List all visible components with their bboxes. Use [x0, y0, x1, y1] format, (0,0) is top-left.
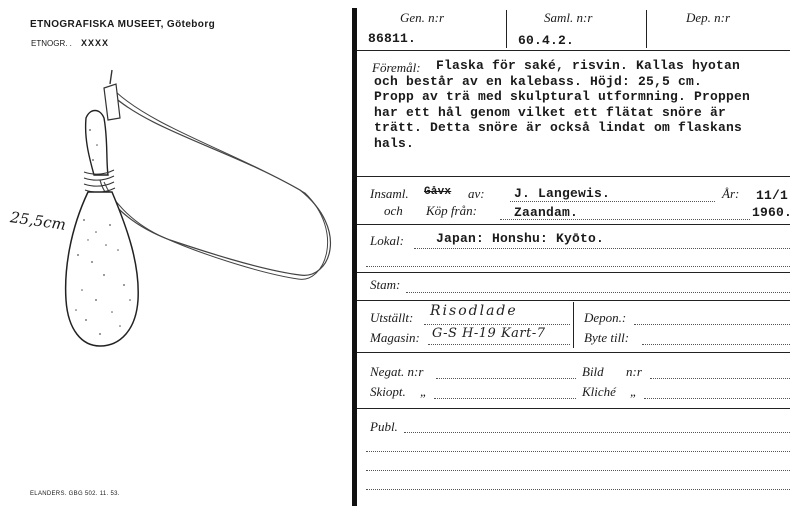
- saml-nr-label: Saml. n:r: [544, 10, 593, 25]
- dotted-line: [500, 219, 750, 220]
- header-separator: [506, 10, 507, 48]
- dotted-line: [434, 398, 576, 399]
- lokal-value: Japan: Honshu: Kyōto.: [436, 231, 605, 246]
- gourd-bottle-drawing: [0, 60, 350, 360]
- kop-fran-label: Köp från:: [426, 203, 477, 218]
- dotted-line: [428, 344, 570, 345]
- description-line: och består av en kalebass. Höjd: 25,5 cm.: [374, 73, 703, 89]
- rule: [357, 50, 790, 51]
- utstallt-label: Utställt:: [370, 310, 414, 325]
- dotted-line: [634, 324, 790, 325]
- och-label: och: [384, 203, 403, 218]
- dotted-line: [510, 201, 715, 202]
- insaml-av-value: J. Langewis.: [514, 186, 611, 201]
- dotted-line: [366, 489, 790, 490]
- byte-till-label: Byte till:: [584, 330, 630, 345]
- etnogr-struck-mark: XXXX: [81, 38, 110, 48]
- dotted-line: [642, 344, 790, 345]
- depon-label: Depon.:: [584, 310, 627, 325]
- ar-value-line1: 11/1: [756, 188, 789, 203]
- description-line: trätt. Detta snöre är också lindat om flaskans: [374, 120, 743, 135]
- gen-nr-label: Gen. n:r: [400, 10, 445, 25]
- utstallt-value: Risodlade: [430, 303, 518, 319]
- publ-label: Publ.: [370, 419, 398, 434]
- ar-label: År:: [722, 186, 740, 201]
- gen-nr-value: 86811.: [368, 31, 417, 46]
- dotted-line: [436, 378, 576, 379]
- description-line: har ett hål genom vilket ett flätat snöre är: [374, 104, 727, 120]
- dotted-line: [406, 292, 790, 293]
- bild-label: Bild: [582, 364, 604, 379]
- insaml-label: Insaml.: [370, 186, 409, 201]
- rule: [357, 352, 790, 353]
- insaml-av-label: av:: [468, 186, 485, 201]
- foremal-description: [374, 58, 792, 151]
- dotted-line: [424, 324, 570, 325]
- printer-imprint: ELANDERS. GBG 502. 11. 53.: [30, 491, 120, 497]
- dotted-line: [366, 451, 790, 452]
- magasin-value: G-S H-19 Kart-7: [432, 326, 546, 341]
- museum-name: ETNOGRAFISKA MUSEET, Göteborg: [30, 19, 216, 30]
- stam-label: Stam:: [370, 277, 401, 292]
- saml-nr-value: 60.4.2.: [518, 33, 575, 48]
- skiopt-label: Skiopt.: [370, 384, 406, 399]
- ar-value-line2: 1960.: [752, 205, 793, 220]
- rule: [357, 300, 790, 301]
- insaml-struck-word: Gåvx: [424, 186, 452, 198]
- description-line: hals.: [374, 135, 415, 151]
- lokal-label: Lokal:: [370, 233, 404, 248]
- height-handwritten-note: 25,5cm: [9, 208, 68, 234]
- dotted-line: [644, 398, 790, 399]
- kliche-label: Kliché: [582, 384, 616, 399]
- description-line: Flaska för saké, risvin. Kallas hyotan: [436, 58, 741, 73]
- rule: [357, 176, 790, 177]
- description-line: Propp av trä med skulptural utformning. Proppen: [374, 89, 751, 104]
- dotted-line: [650, 378, 790, 379]
- etnogr-label: ETNOGR. .: [31, 39, 72, 48]
- kliche-ditto: „: [630, 384, 638, 399]
- dotted-line: [414, 248, 790, 249]
- card-divider: [352, 8, 357, 506]
- bild-nr-suffix: n:r: [626, 364, 642, 379]
- negat-label: Negat. n:r: [370, 364, 424, 379]
- rule: [357, 224, 790, 225]
- dotted-line: [404, 432, 790, 433]
- dotted-line: [366, 470, 790, 471]
- dep-nr-label: Dep. n:r: [686, 10, 731, 25]
- rule: [357, 272, 790, 273]
- magasin-label: Magasin:: [370, 330, 420, 345]
- foremal-label: Föremål:: [372, 60, 421, 75]
- skiopt-ditto: „: [420, 384, 428, 399]
- dotted-line: [366, 266, 790, 267]
- field-separator: [573, 302, 574, 348]
- kop-fran-value: Zaandam.: [514, 205, 579, 220]
- header-separator: [646, 10, 647, 48]
- rule: [357, 408, 790, 409]
